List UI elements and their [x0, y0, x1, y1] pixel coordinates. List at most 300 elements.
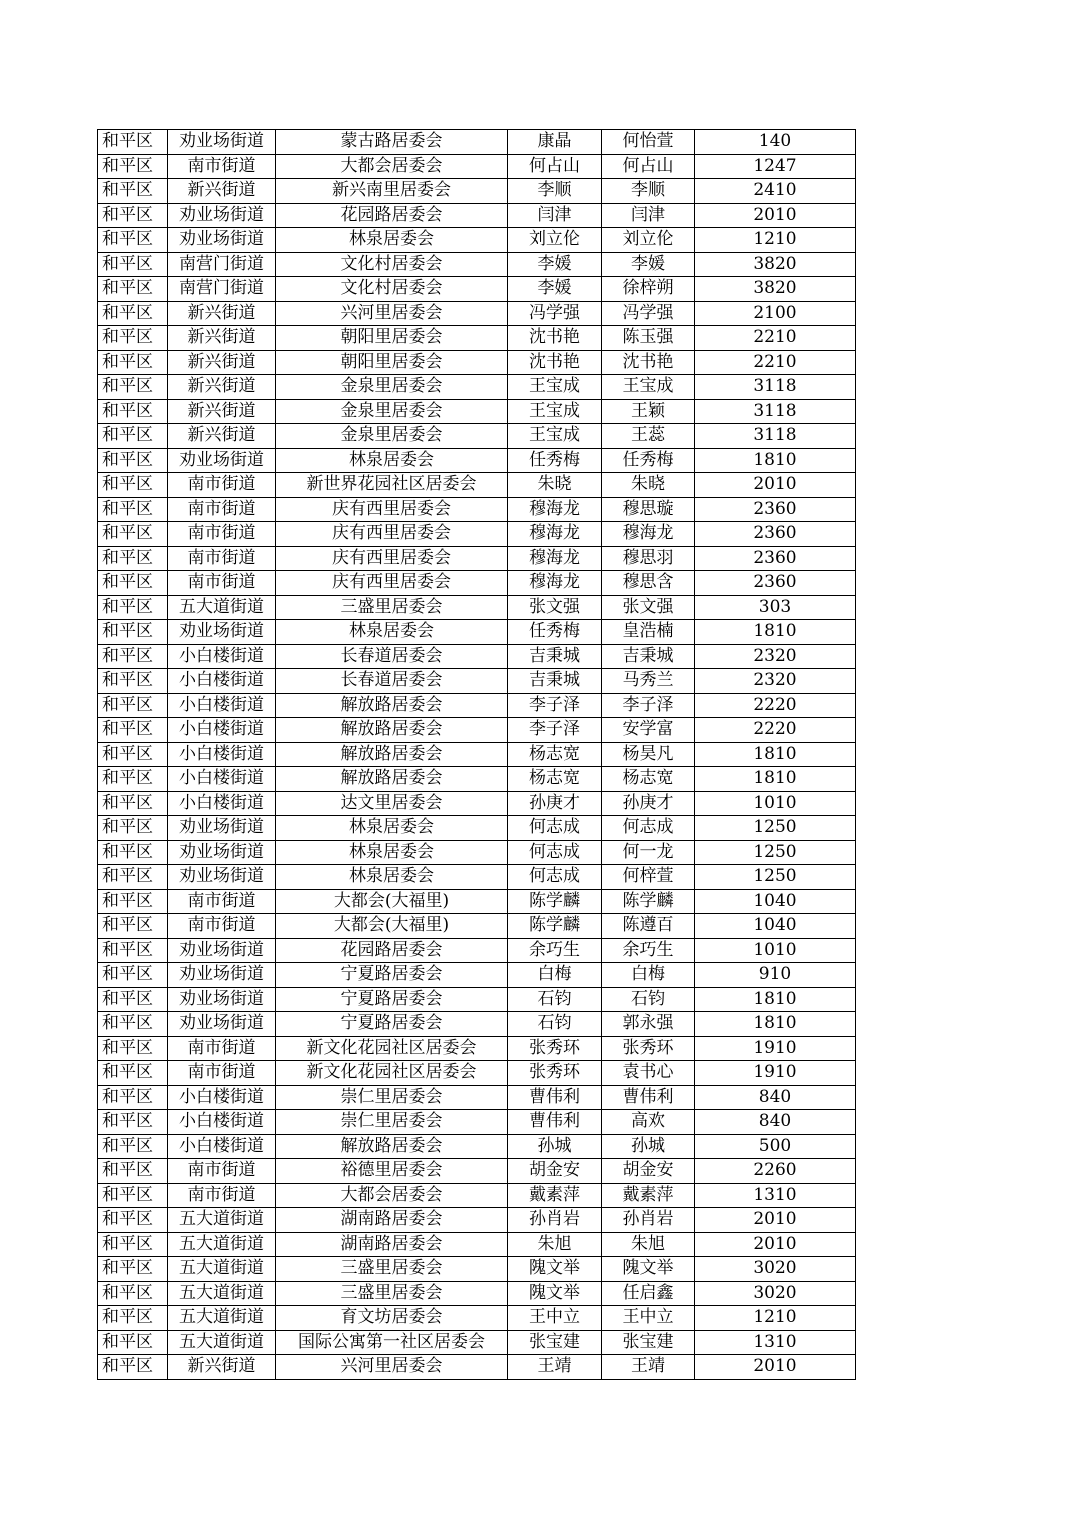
amount-cell: 1910	[695, 1036, 856, 1061]
applicant-cell: 刘立伦	[508, 228, 602, 253]
district-cell: 和平区	[98, 1183, 168, 1208]
member-cell: 孙肖岩	[602, 1208, 695, 1233]
amount-cell: 140	[695, 130, 856, 155]
amount-cell: 1810	[695, 620, 856, 645]
table-row	[98, 1061, 856, 1086]
applicant-cell: 李顺	[508, 179, 602, 204]
committee-cell: 花园路居委会	[276, 938, 508, 963]
street-cell: 五大道街道	[168, 1208, 276, 1233]
table-row	[98, 938, 856, 963]
applicant-cell: 杨志宽	[508, 742, 602, 767]
district-cell: 和平区	[98, 130, 168, 155]
amount-cell: 2360	[695, 497, 856, 522]
table-row	[98, 399, 856, 424]
street-cell: 小白楼街道	[168, 1110, 276, 1135]
street-cell: 五大道街道	[168, 1257, 276, 1282]
table-row	[98, 1159, 856, 1184]
committee-cell: 三盛里居委会	[276, 595, 508, 620]
table-row	[98, 228, 856, 253]
table-row	[98, 546, 856, 571]
street-cell: 劝业场街道	[168, 130, 276, 155]
applicant-cell: 朱旭	[508, 1232, 602, 1257]
street-cell: 南市街道	[168, 497, 276, 522]
table-row	[98, 840, 856, 865]
member-cell: 袁书心	[602, 1061, 695, 1086]
street-cell: 南市街道	[168, 546, 276, 571]
committee-cell: 裕德里居委会	[276, 1159, 508, 1184]
district-cell: 和平区	[98, 1085, 168, 1110]
applicant-cell: 张秀环	[508, 1061, 602, 1086]
district-cell: 和平区	[98, 1232, 168, 1257]
amount-cell: 2210	[695, 350, 856, 375]
amount-cell: 3820	[695, 277, 856, 302]
district-cell: 和平区	[98, 546, 168, 571]
member-cell: 孙庚才	[602, 791, 695, 816]
street-cell: 新兴街道	[168, 375, 276, 400]
district-cell: 和平区	[98, 816, 168, 841]
member-cell: 高欢	[602, 1110, 695, 1135]
committee-cell: 庆有西里居委会	[276, 546, 508, 571]
street-cell: 小白楼街道	[168, 1085, 276, 1110]
applicant-cell: 闫津	[508, 203, 602, 228]
street-cell: 劝业场街道	[168, 620, 276, 645]
district-cell: 和平区	[98, 399, 168, 424]
applicant-cell: 王宝成	[508, 375, 602, 400]
table-row	[98, 522, 856, 547]
table-row	[98, 963, 856, 988]
district-cell: 和平区	[98, 277, 168, 302]
amount-cell: 1310	[695, 1183, 856, 1208]
street-cell: 新兴街道	[168, 179, 276, 204]
table-row	[98, 1355, 856, 1380]
committee-cell: 三盛里居委会	[276, 1257, 508, 1282]
street-cell: 五大道街道	[168, 595, 276, 620]
committee-cell: 朝阳里居委会	[276, 326, 508, 351]
table-row	[98, 816, 856, 841]
district-cell: 和平区	[98, 571, 168, 596]
table-row	[98, 179, 856, 204]
committee-cell: 新文化花园社区居委会	[276, 1061, 508, 1086]
applicant-cell: 曹伟利	[508, 1085, 602, 1110]
district-cell: 和平区	[98, 914, 168, 939]
street-cell: 南市街道	[168, 1183, 276, 1208]
street-cell: 小白楼街道	[168, 1134, 276, 1159]
district-cell: 和平区	[98, 644, 168, 669]
amount-cell: 2100	[695, 301, 856, 326]
table-row	[98, 620, 856, 645]
table-row	[98, 767, 856, 792]
member-cell: 陈学麟	[602, 889, 695, 914]
committee-cell: 文化村居委会	[276, 277, 508, 302]
table-row	[98, 130, 856, 155]
street-cell: 新兴街道	[168, 424, 276, 449]
street-cell: 劝业场街道	[168, 203, 276, 228]
amount-cell: 1250	[695, 865, 856, 890]
amount-cell: 2010	[695, 1355, 856, 1380]
applicant-cell: 穆海龙	[508, 522, 602, 547]
table-row	[98, 326, 856, 351]
street-cell: 新兴街道	[168, 301, 276, 326]
amount-cell: 1040	[695, 889, 856, 914]
committee-cell: 崇仁里居委会	[276, 1110, 508, 1135]
street-cell: 小白楼街道	[168, 718, 276, 743]
amount-cell: 2360	[695, 571, 856, 596]
amount-cell: 3118	[695, 375, 856, 400]
street-cell: 劝业场街道	[168, 963, 276, 988]
member-cell: 胡金安	[602, 1159, 695, 1184]
member-cell: 李子泽	[602, 693, 695, 718]
amount-cell: 2210	[695, 326, 856, 351]
table-row	[98, 252, 856, 277]
amount-cell: 2360	[695, 522, 856, 547]
applicant-cell: 穆海龙	[508, 546, 602, 571]
member-cell: 余巧生	[602, 938, 695, 963]
committee-cell: 林泉居委会	[276, 620, 508, 645]
table-row	[98, 1134, 856, 1159]
committee-cell: 湖南路居委会	[276, 1232, 508, 1257]
district-cell: 和平区	[98, 938, 168, 963]
table-row	[98, 301, 856, 326]
table-row	[98, 791, 856, 816]
amount-cell: 2220	[695, 693, 856, 718]
applicant-cell: 曹伟利	[508, 1110, 602, 1135]
street-cell: 小白楼街道	[168, 669, 276, 694]
street-cell: 南市街道	[168, 571, 276, 596]
street-cell: 南市街道	[168, 914, 276, 939]
applicant-cell: 王中立	[508, 1306, 602, 1331]
street-cell: 五大道街道	[168, 1232, 276, 1257]
street-cell: 南市街道	[168, 1159, 276, 1184]
district-cell: 和平区	[98, 350, 168, 375]
amount-cell: 2010	[695, 203, 856, 228]
committee-cell: 长春道居委会	[276, 669, 508, 694]
committee-cell: 新世界花园社区居委会	[276, 473, 508, 498]
applicant-cell: 杨志宽	[508, 767, 602, 792]
district-cell: 和平区	[98, 228, 168, 253]
member-cell: 何一龙	[602, 840, 695, 865]
table-row	[98, 644, 856, 669]
street-cell: 劝业场街道	[168, 448, 276, 473]
applicant-cell: 陈学麟	[508, 914, 602, 939]
table-row	[98, 497, 856, 522]
member-cell: 任启鑫	[602, 1281, 695, 1306]
committee-cell: 解放路居委会	[276, 767, 508, 792]
member-cell: 王宝成	[602, 375, 695, 400]
applicant-cell: 任秀梅	[508, 448, 602, 473]
applicant-cell: 冯学强	[508, 301, 602, 326]
district-cell: 和平区	[98, 326, 168, 351]
member-cell: 杨志宽	[602, 767, 695, 792]
member-cell: 皇浩楠	[602, 620, 695, 645]
committee-cell: 崇仁里居委会	[276, 1085, 508, 1110]
district-cell: 和平区	[98, 1330, 168, 1355]
amount-cell: 2010	[695, 1208, 856, 1233]
street-cell: 小白楼街道	[168, 644, 276, 669]
district-cell: 和平区	[98, 1355, 168, 1380]
district-cell: 和平区	[98, 1159, 168, 1184]
member-cell: 朱晓	[602, 473, 695, 498]
district-cell: 和平区	[98, 718, 168, 743]
member-cell: 马秀兰	[602, 669, 695, 694]
street-cell: 南营门街道	[168, 277, 276, 302]
committee-cell: 达文里居委会	[276, 791, 508, 816]
amount-cell: 1247	[695, 154, 856, 179]
applicant-cell: 沈书艳	[508, 326, 602, 351]
district-cell: 和平区	[98, 987, 168, 1012]
amount-cell: 840	[695, 1085, 856, 1110]
committee-cell: 庆有西里居委会	[276, 522, 508, 547]
committee-cell: 长春道居委会	[276, 644, 508, 669]
member-cell: 穆思羽	[602, 546, 695, 571]
district-cell: 和平区	[98, 693, 168, 718]
committee-cell: 林泉居委会	[276, 448, 508, 473]
member-cell: 陈玉强	[602, 326, 695, 351]
committee-cell: 蒙古路居委会	[276, 130, 508, 155]
amount-cell: 3118	[695, 399, 856, 424]
applicant-cell: 胡金安	[508, 1159, 602, 1184]
street-cell: 劝业场街道	[168, 938, 276, 963]
member-cell: 张宝建	[602, 1330, 695, 1355]
committee-cell: 三盛里居委会	[276, 1281, 508, 1306]
street-cell: 小白楼街道	[168, 693, 276, 718]
district-cell: 和平区	[98, 1257, 168, 1282]
applicant-cell: 沈书艳	[508, 350, 602, 375]
street-cell: 南市街道	[168, 1061, 276, 1086]
amount-cell: 2010	[695, 473, 856, 498]
table-row	[98, 669, 856, 694]
amount-cell: 2320	[695, 644, 856, 669]
district-cell: 和平区	[98, 1306, 168, 1331]
member-cell: 冯学强	[602, 301, 695, 326]
committee-cell: 宁夏路居委会	[276, 987, 508, 1012]
applicant-cell: 康晶	[508, 130, 602, 155]
amount-cell: 303	[695, 595, 856, 620]
applicant-cell: 孙肖岩	[508, 1208, 602, 1233]
committee-cell: 育文坊居委会	[276, 1306, 508, 1331]
committee-cell: 宁夏路居委会	[276, 1012, 508, 1037]
table-row	[98, 865, 856, 890]
member-cell: 曹伟利	[602, 1085, 695, 1110]
member-cell: 穆思璇	[602, 497, 695, 522]
committee-cell: 林泉居委会	[276, 840, 508, 865]
amount-cell: 3020	[695, 1281, 856, 1306]
district-cell: 和平区	[98, 865, 168, 890]
table-row	[98, 375, 856, 400]
committee-cell: 庆有西里居委会	[276, 571, 508, 596]
table-row	[98, 473, 856, 498]
table-row	[98, 1257, 856, 1282]
district-cell: 和平区	[98, 595, 168, 620]
district-cell: 和平区	[98, 424, 168, 449]
applicant-cell: 朱晓	[508, 473, 602, 498]
committee-cell: 大都会(大福里)	[276, 889, 508, 914]
applicant-cell: 穆海龙	[508, 497, 602, 522]
street-cell: 小白楼街道	[168, 767, 276, 792]
applicant-cell: 何占山	[508, 154, 602, 179]
district-cell: 和平区	[98, 448, 168, 473]
member-cell: 沈书艳	[602, 350, 695, 375]
committee-cell: 解放路居委会	[276, 693, 508, 718]
member-cell: 杨昊凡	[602, 742, 695, 767]
amount-cell: 1040	[695, 914, 856, 939]
table-body	[98, 130, 856, 1380]
member-cell: 闫津	[602, 203, 695, 228]
applicant-cell: 余巧生	[508, 938, 602, 963]
amount-cell: 1250	[695, 816, 856, 841]
member-cell: 隗文举	[602, 1257, 695, 1282]
committee-cell: 新文化花园社区居委会	[276, 1036, 508, 1061]
member-cell: 王蕊	[602, 424, 695, 449]
amount-cell: 1210	[695, 1306, 856, 1331]
district-cell: 和平区	[98, 301, 168, 326]
applicant-cell: 王宝成	[508, 399, 602, 424]
member-cell: 何怡萱	[602, 130, 695, 155]
applicant-cell: 李媛	[508, 252, 602, 277]
street-cell: 南市街道	[168, 473, 276, 498]
committee-cell: 金泉里居委会	[276, 399, 508, 424]
member-cell: 何占山	[602, 154, 695, 179]
amount-cell: 2220	[695, 718, 856, 743]
street-cell: 南市街道	[168, 889, 276, 914]
applicant-cell: 隗文举	[508, 1257, 602, 1282]
applicant-cell: 吉秉城	[508, 669, 602, 694]
table-row	[98, 448, 856, 473]
applicant-cell: 陈学麟	[508, 889, 602, 914]
table-row	[98, 424, 856, 449]
committee-cell: 林泉居委会	[276, 228, 508, 253]
committee-cell: 解放路居委会	[276, 742, 508, 767]
member-cell: 任秀梅	[602, 448, 695, 473]
member-cell: 李媛	[602, 252, 695, 277]
applicant-cell: 李媛	[508, 277, 602, 302]
member-cell: 王颖	[602, 399, 695, 424]
street-cell: 新兴街道	[168, 399, 276, 424]
amount-cell: 910	[695, 963, 856, 988]
district-cell: 和平区	[98, 840, 168, 865]
district-cell: 和平区	[98, 963, 168, 988]
amount-cell: 3118	[695, 424, 856, 449]
member-cell: 王中立	[602, 1306, 695, 1331]
district-cell: 和平区	[98, 742, 168, 767]
street-cell: 劝业场街道	[168, 816, 276, 841]
district-cell: 和平区	[98, 1134, 168, 1159]
member-cell: 朱旭	[602, 1232, 695, 1257]
table-row	[98, 693, 856, 718]
committee-cell: 庆有西里居委会	[276, 497, 508, 522]
amount-cell: 1810	[695, 1012, 856, 1037]
district-cell: 和平区	[98, 375, 168, 400]
street-cell: 劝业场街道	[168, 228, 276, 253]
committee-cell: 新兴南里居委会	[276, 179, 508, 204]
amount-cell: 1250	[695, 840, 856, 865]
applicant-cell: 石钧	[508, 987, 602, 1012]
street-cell: 劝业场街道	[168, 865, 276, 890]
member-cell: 白梅	[602, 963, 695, 988]
amount-cell: 2320	[695, 669, 856, 694]
table-row	[98, 1110, 856, 1135]
applicant-cell: 李子泽	[508, 693, 602, 718]
amount-cell: 1810	[695, 742, 856, 767]
amount-cell: 1210	[695, 228, 856, 253]
applicant-cell: 何志成	[508, 865, 602, 890]
applicant-cell: 孙庚才	[508, 791, 602, 816]
member-cell: 石钧	[602, 987, 695, 1012]
street-cell: 南营门街道	[168, 252, 276, 277]
committee-cell: 林泉居委会	[276, 816, 508, 841]
table-row	[98, 1306, 856, 1331]
member-cell: 何梓萱	[602, 865, 695, 890]
applicant-cell: 白梅	[508, 963, 602, 988]
street-cell: 新兴街道	[168, 326, 276, 351]
amount-cell: 2410	[695, 179, 856, 204]
member-cell: 孙城	[602, 1134, 695, 1159]
district-cell: 和平区	[98, 1110, 168, 1135]
district-cell: 和平区	[98, 791, 168, 816]
district-cell: 和平区	[98, 1036, 168, 1061]
amount-cell: 2360	[695, 546, 856, 571]
street-cell: 五大道街道	[168, 1306, 276, 1331]
table-row	[98, 889, 856, 914]
street-cell: 劝业场街道	[168, 1012, 276, 1037]
street-cell: 劝业场街道	[168, 840, 276, 865]
applicant-cell: 张文强	[508, 595, 602, 620]
district-cell: 和平区	[98, 1208, 168, 1233]
amount-cell: 500	[695, 1134, 856, 1159]
applicant-cell: 王靖	[508, 1355, 602, 1380]
applicant-cell: 隗文举	[508, 1281, 602, 1306]
committee-cell: 金泉里居委会	[276, 375, 508, 400]
street-cell: 五大道街道	[168, 1281, 276, 1306]
member-cell: 陈遵百	[602, 914, 695, 939]
table-row	[98, 203, 856, 228]
district-cell: 和平区	[98, 620, 168, 645]
district-cell: 和平区	[98, 669, 168, 694]
table-row	[98, 742, 856, 767]
district-cell: 和平区	[98, 252, 168, 277]
member-cell: 李顺	[602, 179, 695, 204]
member-cell: 徐梓朔	[602, 277, 695, 302]
table-row	[98, 987, 856, 1012]
district-cell: 和平区	[98, 154, 168, 179]
member-cell: 何志成	[602, 816, 695, 841]
member-cell: 张文强	[602, 595, 695, 620]
applicant-cell: 穆海龙	[508, 571, 602, 596]
member-cell: 张秀环	[602, 1036, 695, 1061]
amount-cell: 1810	[695, 987, 856, 1012]
table-row	[98, 1208, 856, 1233]
table-row	[98, 571, 856, 596]
applicant-cell: 王宝成	[508, 424, 602, 449]
committee-cell: 兴河里居委会	[276, 1355, 508, 1380]
district-cell: 和平区	[98, 473, 168, 498]
applicant-cell: 孙城	[508, 1134, 602, 1159]
amount-cell: 840	[695, 1110, 856, 1135]
table-row	[98, 154, 856, 179]
amount-cell: 1910	[695, 1061, 856, 1086]
committee-cell: 解放路居委会	[276, 718, 508, 743]
member-cell: 刘立伦	[602, 228, 695, 253]
district-cell: 和平区	[98, 767, 168, 792]
street-cell: 南市街道	[168, 154, 276, 179]
committee-cell: 大都会居委会	[276, 154, 508, 179]
committee-cell: 金泉里居委会	[276, 424, 508, 449]
committee-cell: 朝阳里居委会	[276, 350, 508, 375]
member-cell: 吉秉城	[602, 644, 695, 669]
member-cell: 戴素萍	[602, 1183, 695, 1208]
table-row	[98, 350, 856, 375]
applicant-cell: 任秀梅	[508, 620, 602, 645]
table-row	[98, 1183, 856, 1208]
